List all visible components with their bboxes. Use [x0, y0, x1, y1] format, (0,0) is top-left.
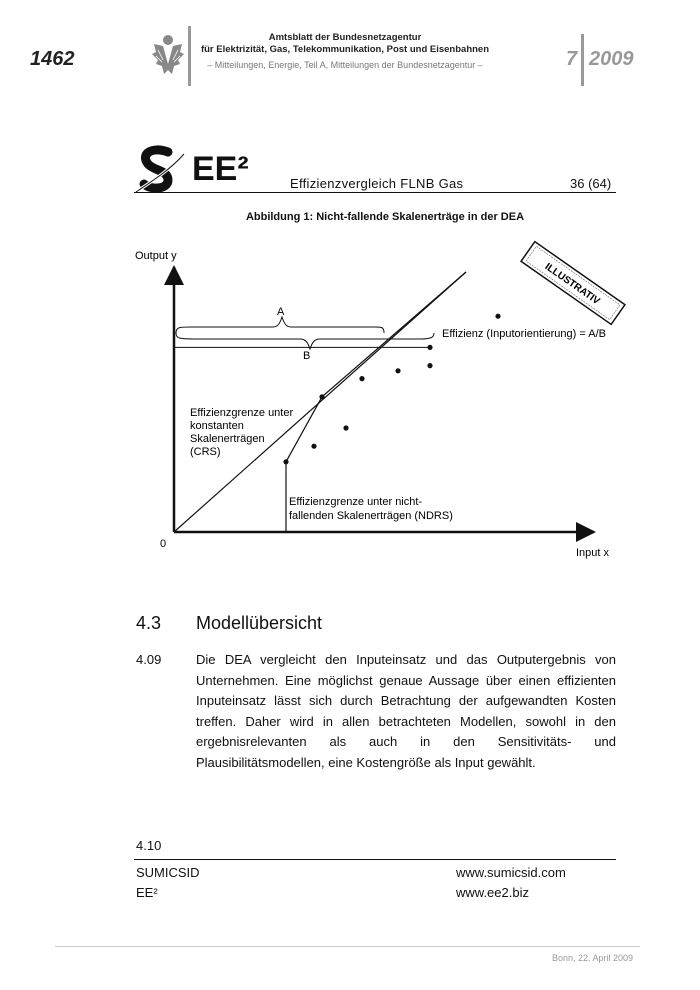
data-point-8 — [495, 314, 500, 319]
page-footer-rule — [55, 946, 640, 947]
header-divider — [188, 26, 191, 86]
stamp-text: ILLUSTRATIV — [542, 261, 602, 308]
next-paragraph-number: 4.10 — [136, 838, 162, 853]
ndrs-frontier-line — [286, 272, 466, 532]
document-page-count: 36 (64) — [570, 176, 612, 191]
document-title: Effizienzvergleich FLNB Gas — [290, 176, 464, 191]
data-point-2 — [319, 394, 324, 399]
header-line-2: für Elektrizität, Gas, Telekommunikation, Post und Eisenbahnen — [200, 44, 490, 55]
federal-eagle-icon — [150, 30, 186, 80]
publication-date: Bonn, 22. April 2009 — [551, 953, 633, 963]
ndrs-label-line-2: fallenden Skalenerträgen (NDRS) — [289, 510, 453, 522]
issue-divider — [581, 34, 584, 86]
data-point-1 — [283, 459, 288, 464]
logo-text: EE² — [192, 150, 249, 188]
page-number: 1462 — [30, 48, 75, 70]
paragraph-number: 4.09 — [136, 652, 162, 667]
brace-a — [176, 317, 384, 333]
x-axis-label: Input x — [576, 547, 610, 559]
section-number: 4.3 — [136, 613, 162, 633]
footer-link-ee2[interactable]: www.ee2.biz — [456, 885, 529, 900]
section-title: Modellübersicht — [196, 613, 323, 633]
header-line-3: – Mitteilungen, Energie, Teil A, Mitteilungen der Bundesnetzagentur – — [207, 60, 483, 70]
crs-label-line-3: Skalenerträgen — [190, 433, 265, 445]
illustrativ-stamp — [521, 242, 625, 325]
footer-company-1: SUMICSID — [136, 865, 200, 880]
header-rule — [134, 192, 616, 193]
footer-link-sumicsid[interactable]: www.sumicsid.com — [456, 865, 566, 880]
origin-label: 0 — [160, 538, 167, 550]
paragraph-text: Die DEA vergleicht den Inputeinsatz und das Outputergebnis von Unternehmen. Eine möglichst genaue Aussage über einen effizienten Inputeinsatz lässt sich durch Betrachtung der aufgewandten Kosten treffen. Daher wird in allen betrachteten Modellen, sowohl in den ergebnisrelevanten als auch in den Sensitivitäts- und Plausibilitätsmodellen, eine Kostengröße als Input gewählt. — [196, 652, 616, 770]
brace-b-label: B — [303, 350, 311, 362]
crs-label-line-4: (CRS) — [190, 446, 221, 458]
efficiency-point — [427, 345, 432, 350]
crs-label-line-1: Effizienzgrenze unter — [190, 407, 294, 419]
data-point-3 — [311, 444, 316, 449]
data-point-4 — [343, 425, 348, 430]
ndrs-label — [289, 496, 453, 522]
crs-label-line-2: konstanten — [190, 420, 244, 432]
header-line-1: Amtsblatt der Bundesnetzagentur — [268, 32, 422, 43]
issue-number: 7 — [566, 48, 578, 70]
y-axis-label: Output y — [135, 250, 177, 262]
issue-year: 2009 — [589, 48, 634, 70]
crs-frontier-line — [174, 272, 466, 532]
brace-a-label: A — [277, 306, 285, 318]
data-point-6 — [395, 368, 400, 373]
footer-company-2: EE² — [136, 885, 158, 900]
dea-chart — [120, 235, 640, 565]
figure-caption: Abbildung 1: Nicht-fallende Skalenerträge in der DEA — [245, 211, 525, 223]
ndrs-label-line-1: Effizienzgrenze unter nicht- — [289, 496, 423, 508]
footer-rule — [134, 859, 616, 860]
crs-label — [190, 407, 296, 458]
data-point-7 — [427, 363, 432, 368]
ee2-logo — [134, 140, 284, 195]
efficiency-label: Effizienz (Inputorientierung) = A/B — [442, 328, 606, 340]
data-point-5 — [359, 376, 364, 381]
